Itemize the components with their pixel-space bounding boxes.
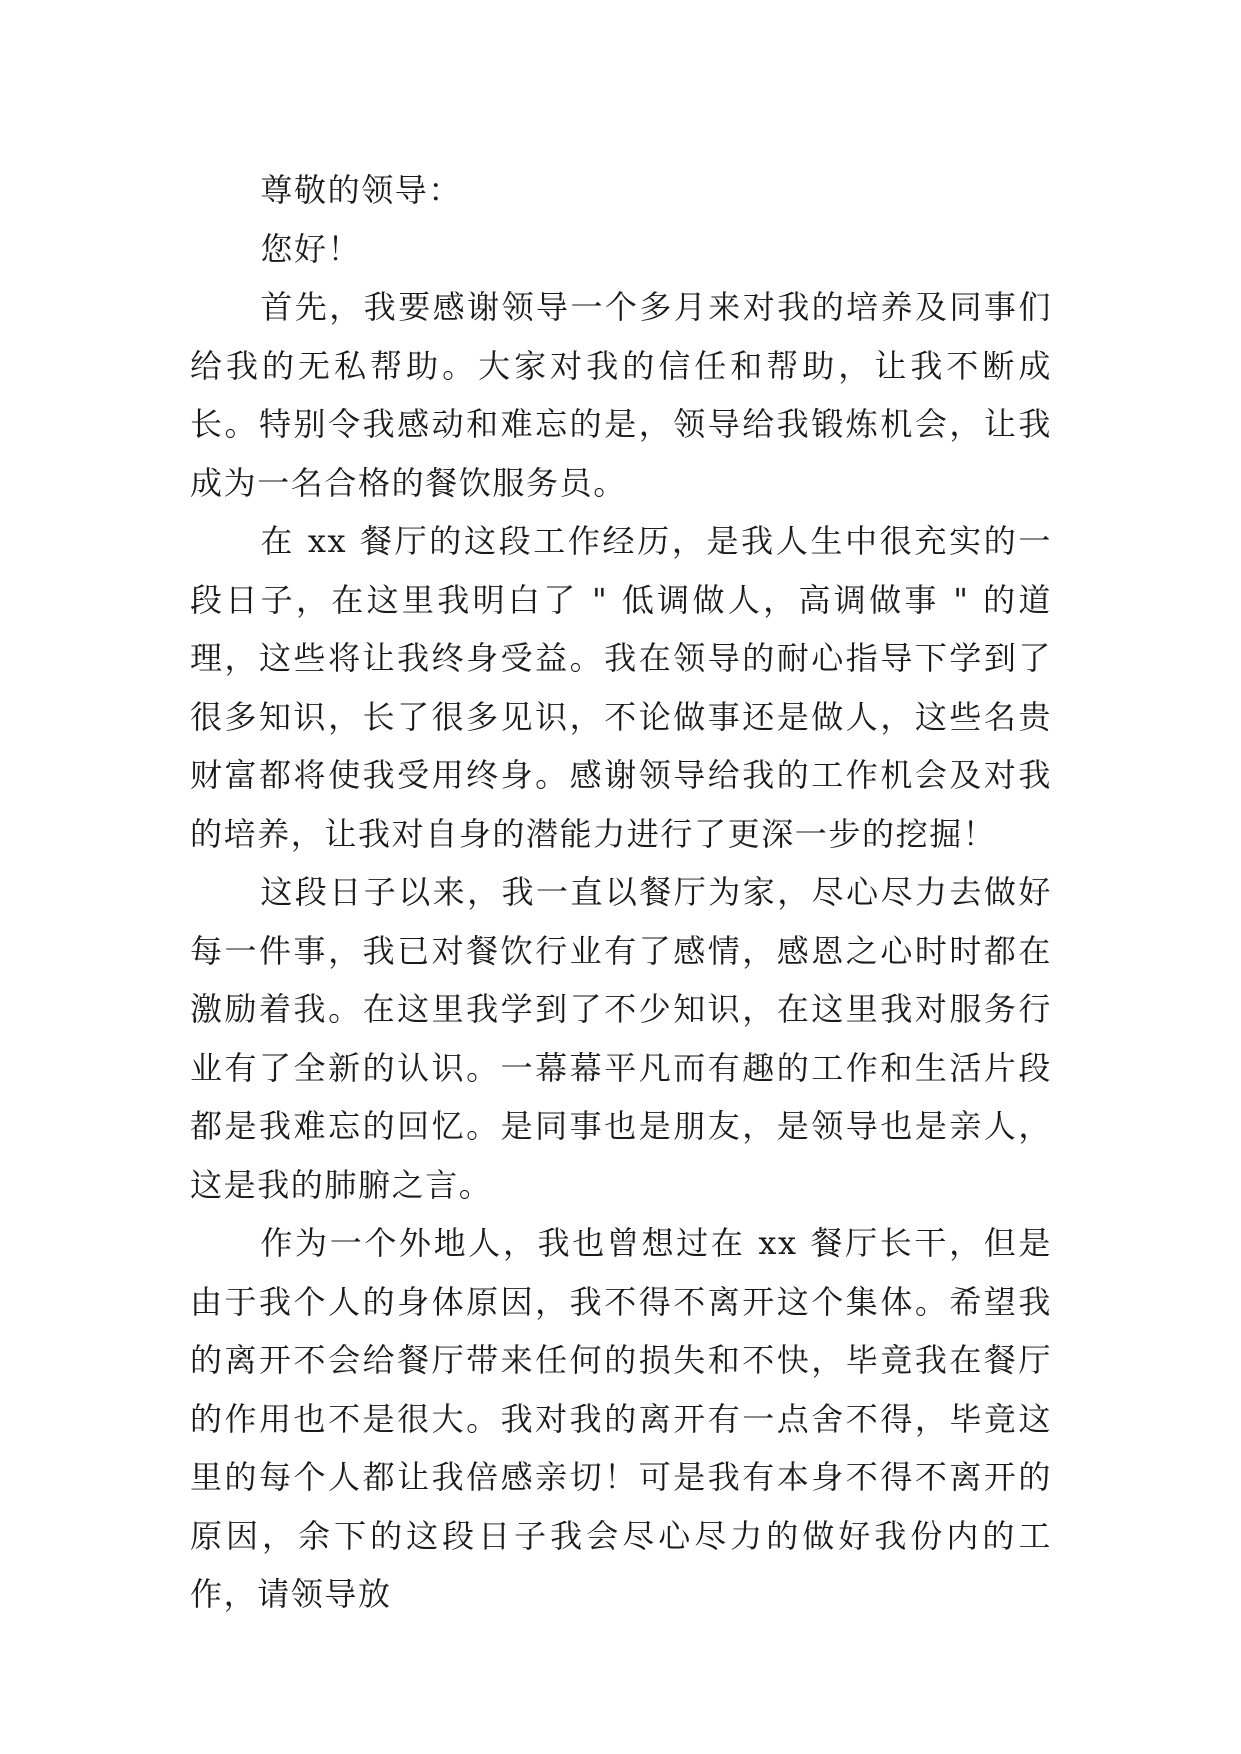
paragraph-departure: 作为一个外地人，我也曾想过在 xx 餐厅长干，但是由于我个人的身体原因，我不得不离开这个集体。希望我的离开不会给餐厅带来任何的损失和不快，毕竟我在餐厅的作用也不是很大。我对我的离开有一点舍不得，毕竟这里的每个人都让我倍感亲切！可是我有本身不得不离开的原因，余下的这段日子我会尽心尽力的做好我份内的工作，请领导放 bbox=[190, 1224, 1052, 1613]
paragraph-experience: 在 xx 餐厅的这段工作经历，是我人生中很充实的一段日子，在这里我明白了 " 低调做人，高调做事 " 的道理，这些将让我终身受益。我在领导的耐心指导下学到了很多知识，长了很多见识，不论做事还是做人，这些名贵财富都将使我受用终身。感谢领导给我的工作机会及对我的培养，让我对自身的潜能力进行了更深一步的挖掘！ bbox=[190, 522, 1052, 853]
paragraph-thanks: 首先，我要感谢领导一个多月来对我的培养及同事们给我的无私帮助。大家对我的信任和帮助，让我不断成长。特别令我感动和难忘的是，领导给我锻炼机会，让我成为一名合格的餐饮服务员。 bbox=[190, 288, 1052, 502]
letter-greeting: 您好！ bbox=[260, 229, 362, 268]
letter-salutation: 尊敬的领导： bbox=[260, 171, 462, 209]
paragraph-gratitude: 这段日子以来，我一直以餐厅为家，尽心尽力去做好每一件事，我已对餐饮行业有了感情，感恩之心时时都在激励着我。在这里我学到了不少知识，在这里我对服务行业有了全新的认识。一幕幕平凡而有趣的工作和生活片段都是我难忘的回忆。是同事也是朋友，是领导也是亲人，这是我的肺腑之言。 bbox=[190, 873, 1052, 1204]
letter-body bbox=[190, 161, 1052, 1624]
